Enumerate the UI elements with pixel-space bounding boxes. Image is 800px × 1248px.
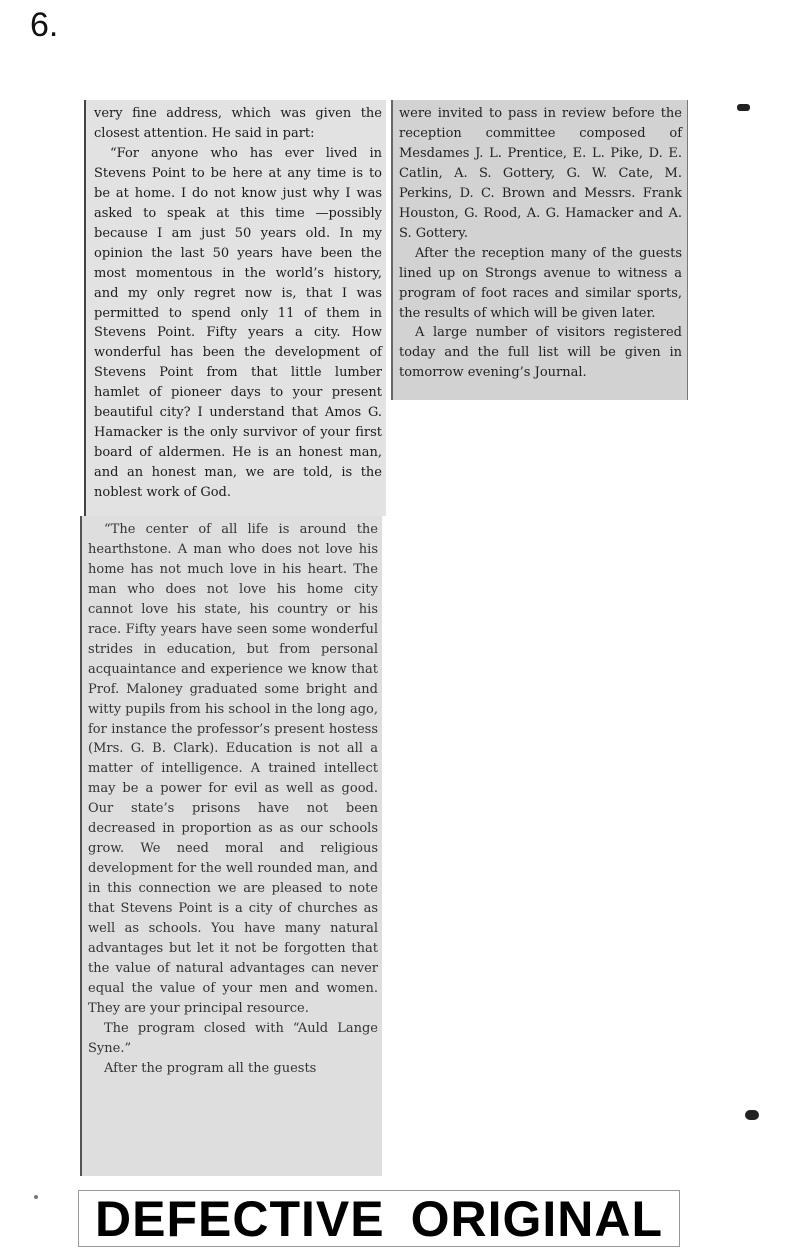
defective-original-stamp [78,1190,680,1247]
column-2-text [88,520,378,1079]
column-3-text [399,104,682,383]
column-1-text [94,104,382,503]
ink-blot-mark [745,1110,759,1120]
stamp-word-original: ORIGINAL [410,1190,664,1247]
stamp-word-defective: DEFECTIVE [94,1190,385,1247]
column-2-paragraph-1: “The center of all life is around the hearthstone. A man who does not love his home has not much love in his heart. The man who does not love his home city cannot love his state, his country or his race. Fifty years have seen some wonderful strides in education, but from personal acquaintance and experience we know that Prof. Maloney graduated some bright and witty pupils from his school in the long ago, for instance the professor’s present hostess (Mrs. G. B. Clark). Education is not all a matter of intelligence. A trained intellect may be a power for evil as well as good. Our state’s prisons have not been decreased in proportion as as our schools grow. We need moral and religious development for the well rounded man, and in this connection we are pleased to note that Stevens Point is a city of churches as well as schools. You have many natural advantages but let it not be forgotten that the value of natural advantages can never equal the value of your men and women. They are your principal resource. [88,522,378,1016]
column-2-paragraph-3: After the program all the guests [104,1060,317,1076]
clipping-column-3 [391,100,688,400]
page-number: 6. [30,6,59,44]
clipping-column-1 [84,100,386,516]
column-2-paragraph-2: The program closed with “Auld Lange Syne.” [88,1020,378,1056]
ink-dot-mark [34,1195,38,1199]
column-3-paragraph-2: After the reception many of the guests lined up on Strongs avenue to witness a program of foot races and similar sports, the results of which will be given later. [399,245,682,321]
column-1-paragraph-2: “For anyone who has ever lived in Stevens Point to be here at any time is to be at home. I do not know just why I was asked to speak at this time —possibly because I am just 50 years old. In my opinion the last 50 years have been the most momentous in the world’s history, and my only regret now is, that I was permitted to spend only 11 of them in Stevens Point. Fifty years a city. How wonderful has been the development of Stevens Point from that little lumber hamlet of pioneer days to your present beautiful city? I understand that Amos G. Hamacker is the only survivor of your first board of aldermen. He is an honest man, and an honest man, we are told, is the noblest work of God. [94,145,382,501]
column-3-paragraph-1: were invited to pass in review before the reception committee composed of Mesdames J. L. Prentice, E. L. Pike, D. E. Catlin, A. S. Gottery, G. W. Cate, M. Perkins, D. C. Brown and Messrs. Frank Houston, G. Rood, A. G. Hamacker and A. S. Gottery. [399,106,682,241]
column-1-paragraph-1: very fine address, which was given the closest attention. He said in part: [94,106,382,141]
clipping-column-2 [80,516,382,1176]
ink-blot-mark [737,104,750,111]
column-3-paragraph-3: A large number of visitors registered today and the full list will be given in tomorrow evening’s Journal. [399,325,682,381]
